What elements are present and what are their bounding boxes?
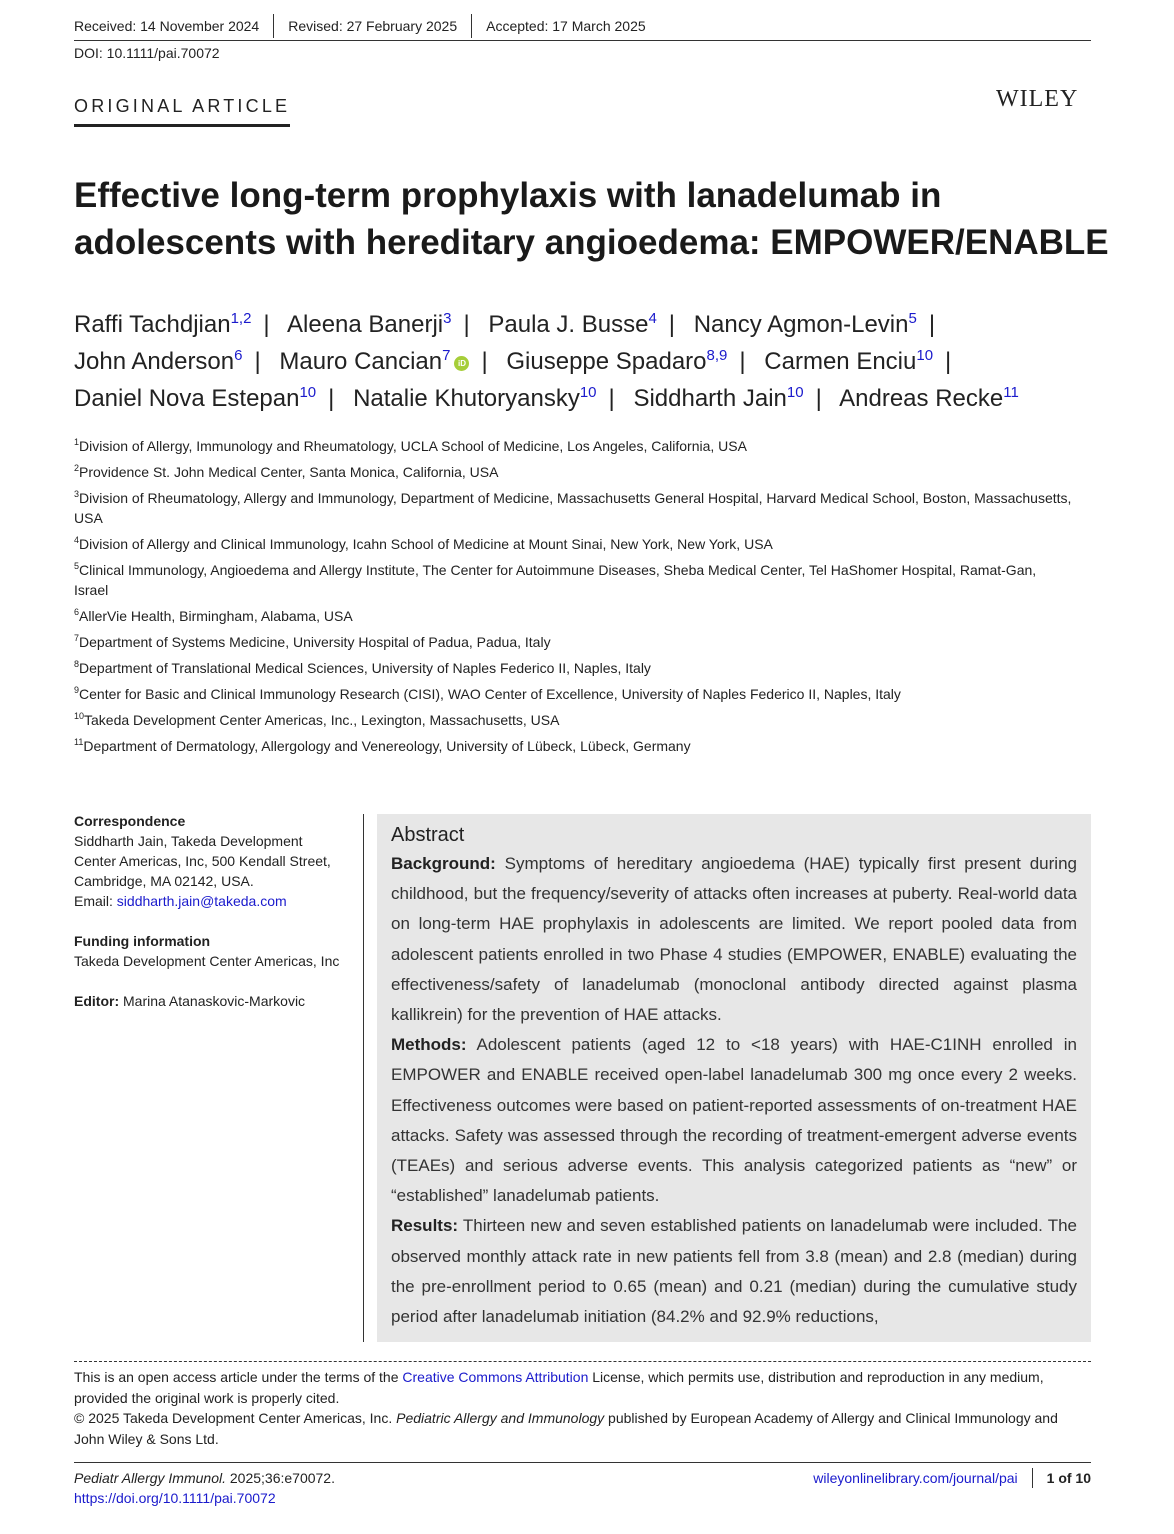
author[interactable]: Raffi Tachdjian$^{1,2}$ bbox=[74, 310, 252, 338]
affiliation: $^6$AllerVie Health, Birmingham, Alabama, USA bbox=[74, 607, 353, 624]
abstract-results: Results: Thirteen new and seven established patients on lanadelumab were included. The observed monthly attack rate in new patients fell from 3.8 (mean) and 2.8 (median) during the pre-enrollment period to 0.65 (mean) and 0.21 (median) during the cumulative study period after lanadelumab initiation (84.2% and 92.9% reductions, bbox=[391, 1216, 1077, 1327]
article-title: Effective long-term prophylaxis with lanadelumab in adolescents with hereditary angioedema: EMPOWER/ENABLE bbox=[74, 176, 1109, 262]
author[interactable]: Mauro Cancian$^7$ iD bbox=[279, 348, 469, 375]
correspondence-line: Center Americas, Inc, 500 Kendall Street, bbox=[74, 853, 331, 869]
page-number: 1 of 10 bbox=[1032, 1468, 1091, 1488]
affiliation: $^{10}$Takeda Development Center Americas, Inc., Lexington, Massachusetts, USA bbox=[74, 711, 560, 728]
author[interactable]: Andreas Recke$^{11}$ bbox=[839, 384, 1019, 412]
accepted-date: Accepted: 17 March 2025 bbox=[486, 18, 646, 34]
author[interactable]: Nancy Agmon-Levin$^5$ bbox=[693, 310, 917, 338]
funding-heading: Funding information bbox=[74, 933, 211, 949]
copyright-text: © 2025 Takeda Development Center Americas, Inc. Pediatric Allergy and Immunology published by European Academy of Allergy and Clinical Immunology and John Wiley & Sons Ltd. bbox=[74, 1410, 1058, 1447]
license-notice bbox=[74, 1361, 1091, 1449]
doi: DOI: 10.1111/pai.70072 bbox=[74, 45, 220, 61]
author[interactable]: Aleena Banerji$^3$ bbox=[287, 310, 452, 338]
email-link[interactable]: siddharth.jain@takeda.com bbox=[116, 893, 287, 909]
affiliation: $^9$Center for Basic and Clinical Immunology Research (CISI), WAO Center of Excellence, University of Naples Federico II, Naples, Italy bbox=[74, 685, 901, 702]
orcid-icon[interactable]: iD bbox=[454, 356, 469, 371]
footer-right bbox=[813, 1468, 1091, 1488]
received-date: Received: 14 November 2024 bbox=[74, 14, 274, 38]
revised-date: Revised: 27 February 2025 bbox=[288, 14, 472, 38]
editor-row: Editor: Marina Atanaskovic-Markovic bbox=[74, 993, 306, 1009]
license-text: This is an open access article under the terms of the Creative Commons Attribution License, which permits use, distribution and reproduction in any medium, provided the original work is properly cited. bbox=[74, 1369, 1044, 1406]
affiliation: $^4$Division of Allergy and Clinical Immunology, Icahn School of Medicine at Mount Sinai, New York, New York, USA bbox=[74, 535, 773, 552]
affiliations bbox=[74, 436, 1074, 762]
column-divider bbox=[363, 814, 364, 1342]
affiliation: $^7$Department of Systems Medicine, University Hospital of Padua, Padua, Italy bbox=[74, 633, 551, 650]
author[interactable]: Natalie Khutoryansky$^{10}$ bbox=[353, 384, 597, 412]
author[interactable]: Paula J. Busse$^4$ bbox=[488, 310, 657, 338]
sidebar-info bbox=[74, 811, 359, 1011]
correspondence-email-row: Email: siddharth.jain@takeda.com bbox=[74, 893, 287, 909]
author-list: Raffi Tachdjian$^{1,2}$ | Aleena Banerji$^3$ | Paula J. Busse$^4$ | Nancy Agmon-Levin$^5$ | John Anderson$^6$ | Mauro Cancian$^7$ iD | Giuseppe Spadaro$^{8,9}$ | Carmen Enciu$^{10}$ | Daniel Nova Estepan$^{10}$ | Natalie Khutoryansky$^{10}$ | Siddharth Jain$^{10}$ | Andreas Recke$^{11}$ bbox=[74, 310, 1019, 412]
affiliation: $^2$Providence St. John Medical Center, Santa Monica, California, USA bbox=[74, 463, 499, 480]
abstract-heading: Abstract bbox=[391, 824, 465, 846]
article-dates bbox=[74, 12, 1091, 41]
journal-site-link[interactable]: wileyonlinelibrary.com/journal/pai bbox=[813, 1470, 1018, 1486]
license-link[interactable]: Creative Commons Attribution bbox=[402, 1369, 589, 1385]
affiliation: $^{11}$Department of Dermatology, Allergology and Venereology, University of Lübeck, Lübeck, Germany bbox=[74, 737, 691, 754]
affiliation: $^8$Department of Translational Medical Sciences, University of Naples Federico II, Naples, Italy bbox=[74, 659, 651, 676]
section-label: ORIGINAL ARTICLE bbox=[74, 96, 290, 127]
affiliation: $^5$Clinical Immunology, Angioedema and Allergy Institute, The Center for Autoimmune Diseases, Sheba Medical Center, Tel HaShomer Hospital, Ramat-Gan, Israel bbox=[74, 561, 1037, 598]
author[interactable]: Giuseppe Spadaro$^{8,9}$ bbox=[506, 347, 728, 375]
correspondence-heading: Correspondence bbox=[74, 813, 186, 829]
abstract-methods: Methods: Adolescent patients (aged 12 to <18 years) with HAE-C1INH enrolled in EMPOWER and ENABLE received open-label lanadelumab 300 mg once every 2 weeks. Effectiveness outcomes were based on patient-reported assessments of on-treatment HAE attacks. Safety was assessed through the recording of treatment-emergent adverse events (TEAEs) and serious adverse events. This analysis categorized patients as “new” or “established” lanadelumab patients. bbox=[391, 1035, 1077, 1206]
affiliation: $^3$Division of Rheumatology, Allergy and Immunology, Department of Medicine, Massachusetts General Hospital, Harvard Medical School, Boston, Massachusetts, USA bbox=[74, 489, 1072, 526]
author[interactable]: Daniel Nova Estepan$^{10}$ bbox=[74, 384, 317, 412]
abstract-box bbox=[377, 814, 1091, 1342]
author[interactable]: John Anderson$^6$ bbox=[74, 347, 243, 375]
author[interactable]: Carmen Enciu$^{10}$ bbox=[764, 347, 934, 375]
page-footer bbox=[74, 1462, 1091, 1508]
abstract-background: Background: Symptoms of hereditary angioedema (HAE) typically first present during childhood, but the frequency/severity of attacks often increases at puberty. Real-world data on long-term HAE prophylaxis in adolescents are limited. We report pooled data from adolescent patients enrolled in two Phase 4 studies (EMPOWER, ENABLE) evaluating the effectiveness/safety of lanadelumab (monoclonal antibody directed against plasma kallikrein) for the prevention of HAE attacks. bbox=[391, 854, 1077, 1025]
correspondence-line: Cambridge, MA 02142, USA. bbox=[74, 873, 254, 889]
correspondence-line: Siddharth Jain, Takeda Development bbox=[74, 833, 303, 849]
funding-text: Takeda Development Center Americas, Inc bbox=[74, 953, 340, 969]
affiliation: $^1$Division of Allergy, Immunology and Rheumatology, UCLA School of Medicine, Los Angeles, California, USA bbox=[74, 437, 747, 454]
doi-link[interactable]: https://doi.org/10.1111/pai.70072 bbox=[74, 1490, 276, 1506]
author[interactable]: Siddharth Jain$^{10}$ bbox=[633, 384, 804, 412]
citation: Pediatr Allergy Immunol. 2025;36:e70072. bbox=[74, 1470, 335, 1486]
publisher-logo: WILEY bbox=[996, 86, 1079, 112]
